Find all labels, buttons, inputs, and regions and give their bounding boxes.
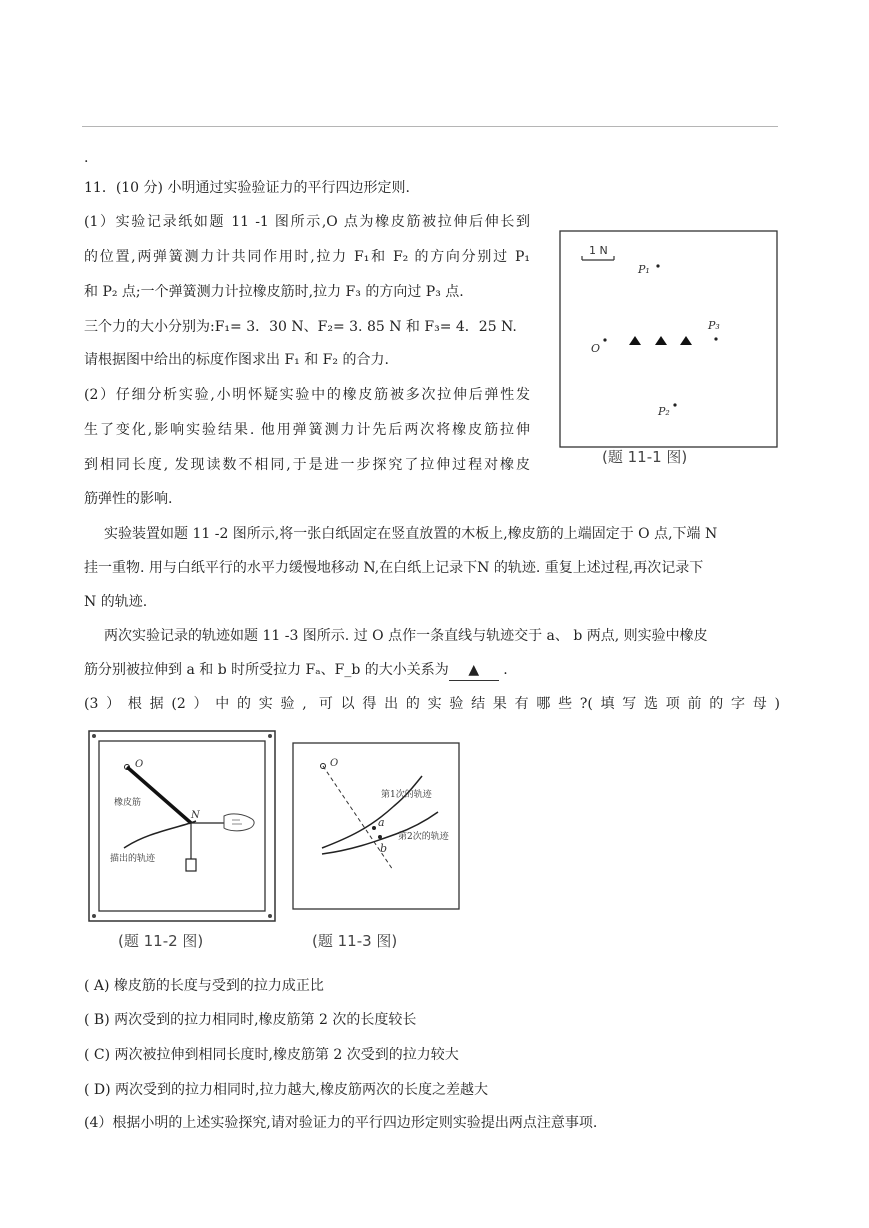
figure-11-3 (290, 740, 462, 956)
part1-line3: 和 P₂ 点;一个弹簧测力计拉橡皮筋时,拉力 F₃ 的方向过 P₃ 点. (84, 284, 464, 300)
part2-para2-line2: 挂一重物. 用与白纸平行的水平力缓慢地移动 N,在白纸上记录下N 的轨迹. 重复上述过程,再次记录下 (84, 560, 704, 576)
fig2-trace-label: 描出的轨迹 (110, 854, 156, 864)
fig1-p2-point (673, 403, 676, 406)
part3-line: (3）根据(2）中的实验, 可以得出的实验结果有哪些?(填写选项前的字母) (84, 696, 780, 712)
option-d: ( D) 两次受到的拉力相同时,拉力越大,橡皮筋两次的长度之差越大 (84, 1082, 488, 1098)
stray-dot: . (84, 150, 89, 166)
fig1-p1-label: P₁ (638, 263, 650, 276)
fig3-trace1-label: 第1次的轨迹 (381, 790, 432, 800)
fig2-caption: (题 11-2 图) (118, 932, 204, 950)
fig2-corner-dot-tl (92, 734, 96, 738)
part1-line1: (1）实验记录纸如题 11 -1 图所示,O 点为橡皮筋被拉伸后伸长到 (84, 214, 530, 230)
part1-line2: 的位置,两弹簧测力计共同作用时,拉力 F₁和 F₂ 的方向分别过 P₁ (84, 249, 530, 265)
option-c: ( C) 两次被拉伸到相同长度时,橡皮筋第 2 次受到的拉力较大 (84, 1047, 459, 1063)
fig2-n-label: N (191, 810, 200, 821)
fig2-rubber-label: 橡皮筋 (114, 798, 142, 808)
figure-11-2 (86, 728, 278, 956)
part2-line1: (2）仔细分析实验,小明怀疑实验中的橡皮筋被多次拉伸后弹性发 (84, 387, 530, 403)
fig2-weight (186, 859, 196, 871)
fig1-o-label: O (591, 342, 601, 355)
part2-para3-end: . (503, 662, 508, 678)
answer-blank (449, 660, 499, 681)
part2-para2-line3: N 的轨迹. (84, 594, 148, 610)
part2-line3: 到相同长度, 发现读数不相同,于是进一步探究了拉伸过程对橡皮 (84, 457, 530, 473)
fig2-o-label: O (135, 759, 144, 770)
figure-11-1 (558, 228, 780, 472)
fig2-corner-dot-br (268, 914, 272, 918)
part2-line2: 生了变化,影响实验结果. 他用弹簧测力计先后两次将橡皮筋拉伸 (84, 422, 530, 438)
part2-para3-line2 (84, 660, 508, 681)
fig2-corner-dot-bl (92, 914, 96, 918)
header-rule (82, 126, 778, 127)
fig2-corner-dot-tr (268, 734, 272, 738)
fig1-p1-point (656, 264, 659, 267)
fig3-b-label: b (380, 842, 388, 855)
fig3-trace2-label: 第2次的轨迹 (398, 832, 449, 842)
option-b: ( B) 两次受到的拉力相同时,橡皮筋第 2 次的长度较长 (84, 1012, 417, 1028)
question-title: 11．(10 分) 小明通过实验验证力的平行四边形定则. (84, 180, 410, 196)
part2-para2-line1: 实验装置如题 11 -2 图所示,将一张白纸固定在竖直放置的木板上,橡皮筋的上端固定于 O 点,下端 N (104, 526, 718, 542)
part2-line4: 筋弹性的影响. (84, 491, 173, 507)
part2-para3-line1: 两次实验记录的轨迹如题 11 -3 图所示. 过 O 点作一条直线与轨迹交于 a、 b 两点, 则实验中橡皮 (104, 628, 708, 644)
fig3-o-label: O (330, 758, 339, 769)
fig1-p3-label: P₃ (708, 319, 720, 332)
fig3-point-a (372, 826, 376, 830)
fig3-caption: (题 11-3 图) (312, 932, 398, 950)
part4-line: (4）根据小明的上述实验探究,请对验证力的平行四边形定则实验提出两点注意事项. (84, 1115, 598, 1131)
fig3-point-b (378, 835, 382, 839)
fig3-a-label: a (378, 816, 385, 829)
fig3-frame (293, 743, 459, 909)
fig1-p2-label: P₂ (658, 405, 670, 418)
fig1-scale-label: 1 N (589, 244, 608, 257)
answer-blank-mark: ▲ (468, 662, 480, 678)
part1-line4: 三个力的大小分别为:F₁= 3．30 N、F₂= 3. 85 N 和 F₃= 4．25 N. (84, 319, 517, 335)
fig1-caption: (题 11-1 图) (602, 448, 688, 466)
option-a: ( A) 橡皮筋的长度与受到的拉力成正比 (84, 978, 324, 994)
fig1-p3-point (714, 337, 717, 340)
part2-para3-line2-text: 筋分别被拉伸到 a 和 b 时所受拉力 Fₐ、F_b 的大小关系为 (84, 662, 449, 678)
part1-line5: 请根据图中给出的标度作图求出 F₁ 和 F₂ 的合力. (84, 352, 389, 368)
fig1-o-point (603, 338, 606, 341)
